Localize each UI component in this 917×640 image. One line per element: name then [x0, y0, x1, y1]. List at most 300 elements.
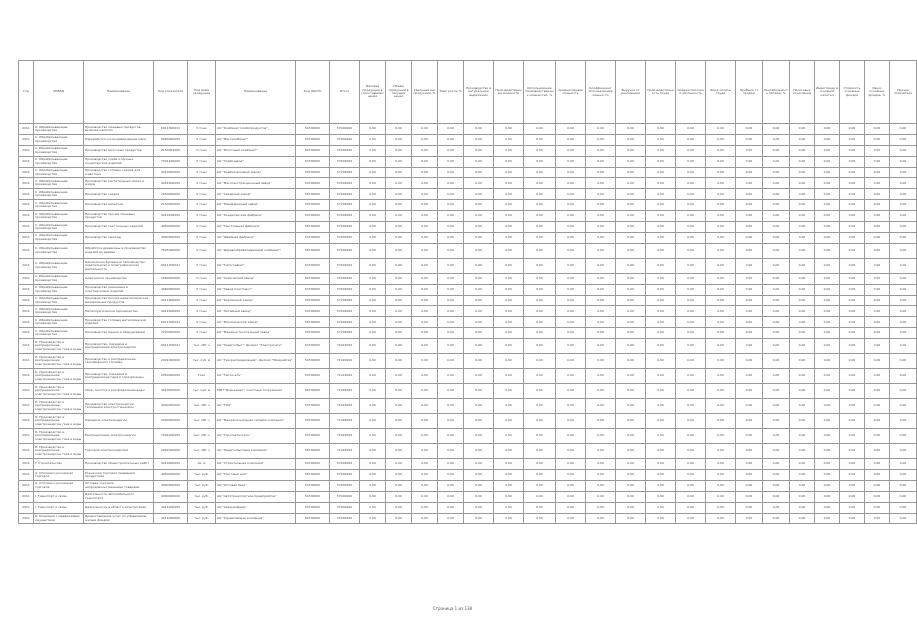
- table-cell: 0,00: [616, 369, 646, 384]
- table-cell: 0,00: [360, 444, 386, 459]
- table-cell: 2011: [19, 134, 34, 145]
- table-cell: 0,00: [840, 339, 865, 354]
- table-cell: 0,00: [464, 232, 494, 243]
- table-cell: 0,00: [646, 156, 676, 167]
- table-cell: 0,00: [556, 513, 586, 524]
- table-cell: 0,00: [438, 273, 464, 284]
- table-cell: 0,00: [736, 167, 763, 178]
- table-cell: 2002000000: [154, 444, 188, 459]
- table-cell: 0,00: [360, 284, 386, 295]
- table-cell: 0,00: [865, 232, 890, 243]
- table-cell: 0,00: [556, 295, 586, 306]
- table-cell: 0,00: [676, 124, 706, 135]
- column-header: Наименование: [84, 61, 154, 124]
- table-cell: 0,00: [815, 306, 840, 317]
- table-cell: 0,00: [464, 459, 494, 470]
- table-cell: 0,00: [586, 444, 616, 459]
- table-cell: 0,00: [386, 200, 412, 211]
- table-cell: 0,00: [494, 502, 524, 513]
- table-cell: 0,00: [464, 339, 494, 354]
- table-cell: 0,00: [494, 339, 524, 354]
- table-cell: 0,00: [865, 513, 890, 524]
- table-cell: АО "Управляющая компания": [216, 513, 296, 524]
- table-cell: 0,00: [706, 124, 736, 135]
- table-cell: 0,00: [556, 384, 586, 399]
- table-cell: 0,00: [865, 273, 890, 284]
- table-cell: 57002000: [330, 178, 360, 189]
- table-cell: G. Оптовая и розничная торговля: [34, 470, 84, 481]
- table-cell: 0,00: [736, 232, 763, 243]
- table-cell: 0,00: [524, 384, 556, 399]
- table-cell: 0,00: [840, 167, 865, 178]
- table-cell: 0,00: [438, 167, 464, 178]
- table-cell: 0,00: [386, 513, 412, 524]
- table-cell: АО "Типография": [216, 258, 296, 273]
- table-cell: 0,00: [676, 399, 706, 414]
- table-cell: 0,00: [736, 444, 763, 459]
- table-cell: Производство машин и оборудования: [84, 328, 154, 339]
- table-cell: 54700000: [296, 178, 330, 189]
- table-cell: 0,00: [763, 306, 790, 317]
- table-cell: 0,00: [616, 502, 646, 513]
- table-cell: 0,00: [865, 124, 890, 135]
- table-cell: 0,00: [524, 189, 556, 200]
- table-cell: 0,00: [736, 328, 763, 339]
- table-cell: 0,00: [865, 211, 890, 222]
- table-cell: МУП "Водоканал"; очистные сооружения: [216, 384, 296, 399]
- table-cell: 0,00: [438, 513, 464, 524]
- table-cell: 0,00: [360, 414, 386, 429]
- table-cell: 0,00: [464, 295, 494, 306]
- table-cell: 2011: [19, 124, 34, 135]
- table-cell: 57002000: [330, 328, 360, 339]
- table-cell: 0,00: [736, 399, 763, 414]
- table-cell: 0,00: [616, 134, 646, 145]
- table-cell: 4051000000: [154, 178, 188, 189]
- table-cell: 2011: [19, 243, 34, 258]
- table-cell: С. Обрабатывающие производства: [34, 306, 84, 317]
- table-cell: 0,00: [706, 156, 736, 167]
- table-cell: 0,00: [676, 222, 706, 233]
- table-cell: 0,00: [556, 444, 586, 459]
- table-cell: I. Транспорт и связь: [34, 491, 84, 502]
- table-cell: 0,00: [676, 317, 706, 328]
- table-cell: 0,00: [386, 284, 412, 295]
- table-cell: 0,00: [412, 222, 438, 233]
- table-cell: 0,00: [706, 384, 736, 399]
- table-cell: 0,00: [586, 232, 616, 243]
- table-cell: 0,00: [676, 491, 706, 502]
- table-cell: 0,00: [556, 399, 586, 414]
- table-cell: 0,00: [840, 306, 865, 317]
- table-cell: 54700000: [296, 444, 330, 459]
- table-cell: 0,00: [386, 145, 412, 156]
- table-cell: 54700000: [296, 273, 330, 284]
- table-cell: 57002000: [330, 232, 360, 243]
- table-cell: тыс. руб.: [188, 470, 216, 481]
- table-cell: 0,00: [556, 156, 586, 167]
- table-cell: АО "Оптовая база": [216, 480, 296, 491]
- table-cell: 0,00: [438, 232, 464, 243]
- table-cell: 0,00: [815, 145, 840, 156]
- table-cell: 0,00: [524, 444, 556, 459]
- table-cell: 0,00: [646, 200, 676, 211]
- table-cell: 0,00: [865, 369, 890, 384]
- table-cell: 0,00: [494, 211, 524, 222]
- table-cell: 0,00: [646, 444, 676, 459]
- table-cell: 0,00: [865, 429, 890, 444]
- table-cell: 0,00: [706, 232, 736, 243]
- table-cell: 2011: [19, 459, 34, 470]
- table-cell: 0,00: [736, 354, 763, 369]
- table-cell: 0,00: [360, 211, 386, 222]
- table-cell: 0,00: [386, 243, 412, 258]
- table-cell: 0,00: [815, 459, 840, 470]
- table-cell: 0,00: [736, 317, 763, 328]
- table-cell: 0,00: [736, 513, 763, 524]
- table-cell: 0,00: [646, 414, 676, 429]
- table-cell: 0,00: [360, 459, 386, 470]
- table-cell: 0,00: [815, 189, 840, 200]
- table-cell: 57002000: [330, 480, 360, 491]
- table-cell: 0,00: [763, 513, 790, 524]
- table-cell: 0,00: [464, 211, 494, 222]
- table-cell: 0,00: [815, 502, 840, 513]
- table-cell: С. Обрабатывающие производства: [34, 124, 84, 135]
- table-cell: 0,00: [736, 384, 763, 399]
- table-cell: 0,00: [676, 284, 706, 295]
- table-cell: АО "Связьинформ": [216, 502, 296, 513]
- table-row: [19, 306, 917, 317]
- column-header: Среднесписочная численность: [676, 61, 706, 124]
- table-cell: 0,00: [763, 232, 790, 243]
- table-cell: АО "Кондитерская фабрика": [216, 211, 296, 222]
- table-cell: 0,00: [494, 369, 524, 384]
- table-cell: 0,00: [646, 306, 676, 317]
- table-cell: 0,00: [790, 167, 815, 178]
- table-cell: 0,00: [646, 243, 676, 258]
- table-cell: 2150000000: [154, 200, 188, 211]
- table-cell: 0,00: [865, 354, 890, 369]
- table-cell: 0,00: [556, 258, 586, 273]
- table-cell: 0,00: [706, 145, 736, 156]
- table-cell: 0,00: [438, 491, 464, 502]
- table-cell: 0,00: [840, 369, 865, 384]
- table-cell: 54700000: [296, 399, 330, 414]
- table-cell: 0,00: [524, 459, 556, 470]
- table-cell: 0,00: [616, 328, 646, 339]
- table-cell: 2011: [19, 317, 34, 328]
- table-cell: АО "Деревообрабатывающий комбинат": [216, 243, 296, 258]
- table-cell: 0,00: [586, 339, 616, 354]
- table-cell: Предоставление услуг по управлению жилым фондом: [84, 513, 154, 524]
- table-cell: 57002000: [330, 211, 360, 222]
- table-cell: 0,00: [646, 232, 676, 243]
- table-row: [19, 480, 917, 491]
- table-cell: тыс. руб.: [188, 502, 216, 513]
- page-footer: Страница 1 из 138: [432, 606, 473, 611]
- table-cell: 0,00: [412, 232, 438, 243]
- table-cell: 0,00: [815, 354, 840, 369]
- table-cell: 57002000: [330, 513, 360, 524]
- table-cell: 57002000: [330, 470, 360, 481]
- table-cell: 0,00: [464, 369, 494, 384]
- table-cell: 0,00: [586, 156, 616, 167]
- table-cell: 0,00: [360, 222, 386, 233]
- table-cell: 0,00: [586, 306, 616, 317]
- table-cell: 0,00: [815, 429, 840, 444]
- table-cell: 0,00: [494, 354, 524, 369]
- table-cell: 0,00: [815, 399, 840, 414]
- table-cell: 0,00: [524, 306, 556, 317]
- table-cell: 2011: [19, 167, 34, 178]
- table-cell: 0,00: [386, 178, 412, 189]
- column-header: Фонд оплаты труда: [706, 61, 736, 124]
- table-cell: 0,00: [360, 295, 386, 306]
- table-cell: 0,00: [865, 480, 890, 491]
- table-cell: С. Обрабатывающие производства: [34, 156, 84, 167]
- column-header: Объём продукции в текущих ценах: [386, 61, 412, 124]
- table-cell: 0,00: [556, 232, 586, 243]
- table-row: [19, 211, 917, 222]
- table-cell: Металлургическое производство: [84, 306, 154, 317]
- table-cell: 0,00: [706, 513, 736, 524]
- table-cell: 0,00: [840, 502, 865, 513]
- table-cell: 4050000000: [154, 470, 188, 481]
- table-cell: 0,00: [763, 211, 790, 222]
- table-cell: 7005000000: [154, 243, 188, 258]
- table-cell: 0,00: [840, 189, 865, 200]
- table-cell: 2011: [19, 273, 34, 284]
- table-cell: 57002000: [330, 243, 360, 258]
- table-cell: 0,00: [763, 399, 790, 414]
- table-cell: 0,00: [865, 459, 890, 470]
- table-cell: 0,00: [706, 211, 736, 222]
- table-cell: 2011: [19, 502, 34, 513]
- table-cell: У тонн: [188, 317, 216, 328]
- table-row: [19, 232, 917, 243]
- table-cell: 0,00: [556, 354, 586, 369]
- table-cell: У тонн: [188, 273, 216, 284]
- table-cell: 0,00: [524, 295, 556, 306]
- table-cell: 0,00: [790, 317, 815, 328]
- table-cell: АО "Машиностроительный завод": [216, 328, 296, 339]
- table-cell: 0,00: [646, 222, 676, 233]
- table-cell: 0,00: [736, 243, 763, 258]
- table-row: [19, 369, 917, 384]
- table-cell: 0,00: [464, 429, 494, 444]
- table-cell: АО "Торговый дом": [216, 470, 296, 481]
- table-cell: 0,00: [706, 178, 736, 189]
- table-cell: 0,00: [706, 459, 736, 470]
- table-cell: 0,00: [736, 369, 763, 384]
- table-cell: 0,00: [524, 414, 556, 429]
- table-cell: У тонн: [188, 222, 216, 233]
- table-cell: 0,00: [676, 414, 706, 429]
- table-cell: 0,00: [616, 178, 646, 189]
- table-cell: 54700000: [296, 124, 330, 135]
- table-cell: 0,00: [494, 328, 524, 339]
- table-cell: 0,00: [586, 284, 616, 295]
- table-cell: 0,00: [865, 284, 890, 295]
- table-cell: 0,00: [890, 399, 917, 414]
- table-cell: 0,00: [438, 480, 464, 491]
- table-cell: 0,00: [438, 459, 464, 470]
- table-cell: 0,00: [360, 470, 386, 481]
- table-cell: 71022000: [330, 354, 360, 369]
- table-cell: 54700000: [296, 502, 330, 513]
- table-cell: 0,00: [790, 243, 815, 258]
- table-cell: 0,00: [815, 328, 840, 339]
- table-cell: 54700000: [296, 189, 330, 200]
- table-cell: 0,00: [586, 295, 616, 306]
- table-cell: 0,00: [438, 470, 464, 481]
- table-cell: 54700000: [296, 339, 330, 354]
- table-cell: тыс. кВт·ч: [188, 339, 216, 354]
- table-cell: 0,00: [815, 222, 840, 233]
- table-cell: С. Обрабатывающие производства: [34, 145, 84, 156]
- table-cell: 54700000: [296, 284, 330, 295]
- table-cell: 0,00: [556, 339, 586, 354]
- table-cell: 4000000000: [154, 399, 188, 414]
- table-cell: 2060000000: [154, 273, 188, 284]
- table-cell: 0,00: [360, 145, 386, 156]
- table-cell: 0,00: [676, 200, 706, 211]
- table-cell: 0,00: [386, 444, 412, 459]
- table-cell: 0,00: [494, 491, 524, 502]
- table-cell: 0,00: [438, 200, 464, 211]
- table-cell: 0,00: [412, 339, 438, 354]
- table-cell: 0,00: [676, 480, 706, 491]
- table-cell: 0,00: [464, 470, 494, 481]
- table-cell: С. Обрабатывающие производства: [34, 189, 84, 200]
- table-cell: 0,00: [890, 414, 917, 429]
- table-cell: G. Оптовая и розничная торговля: [34, 480, 84, 491]
- table-cell: 4012000000: [154, 306, 188, 317]
- table-cell: 0,00: [763, 491, 790, 502]
- table-cell: 0,00: [616, 189, 646, 200]
- table-cell: 0,00: [494, 178, 524, 189]
- table-cell: 0,00: [586, 399, 616, 414]
- table-cell: 0,00: [386, 222, 412, 233]
- table-cell: 0,00: [524, 222, 556, 233]
- table-cell: 0,00: [360, 200, 386, 211]
- table-cell: 0,00: [438, 178, 464, 189]
- table-cell: С. Обрабатывающие производства: [34, 284, 84, 295]
- table-cell: 2050000000: [154, 369, 188, 384]
- table-cell: 0,00: [586, 124, 616, 135]
- table-cell: У тонн: [188, 156, 216, 167]
- table-cell: 0,00: [524, 502, 556, 513]
- table-cell: 0,00: [464, 273, 494, 284]
- table-cell: тыс. куб. м: [188, 354, 216, 369]
- table-cell: 0,00: [790, 145, 815, 156]
- table-cell: Целлюлозно-бумажное производство; издательская и полиграфическая деятельность: [84, 258, 154, 273]
- table-cell: 0,00: [890, 369, 917, 384]
- table-cell: 0,00: [386, 134, 412, 145]
- table-cell: 0,00: [494, 167, 524, 178]
- table-cell: 0,00: [890, 513, 917, 524]
- table-cell: 71022000: [330, 339, 360, 354]
- table-cell: 2000000000: [154, 414, 188, 429]
- table-cell: 0,00: [676, 189, 706, 200]
- column-header: Код вида продукции: [188, 61, 216, 124]
- table-cell: 0,00: [556, 124, 586, 135]
- table-cell: 0,00: [464, 480, 494, 491]
- column-header: ОКВЭД: [34, 61, 84, 124]
- table-cell: 0,00: [840, 491, 865, 502]
- table-cell: 71022000: [330, 444, 360, 459]
- table-cell: 0,00: [464, 258, 494, 273]
- table-cell: 0,00: [616, 258, 646, 273]
- table-cell: 0,00: [412, 444, 438, 459]
- table-cell: 0,00: [646, 399, 676, 414]
- table-cell: Производство текстильных изделий: [84, 222, 154, 233]
- table-cell: 0,00: [556, 145, 586, 156]
- table-cell: 0,00: [438, 306, 464, 317]
- table-cell: 0,00: [763, 480, 790, 491]
- table-cell: 0,00: [360, 156, 386, 167]
- table-cell: 0,00: [556, 284, 586, 295]
- table-cell: 0,00: [676, 134, 706, 145]
- table-cell: 2011: [19, 189, 34, 200]
- table-cell: 0,00: [360, 480, 386, 491]
- table-cell: 0,00: [790, 306, 815, 317]
- table-cell: 0,00: [360, 513, 386, 524]
- table-cell: 0,00: [616, 444, 646, 459]
- table-cell: С. Обрабатывающие производства: [34, 273, 84, 284]
- table-cell: 0,00: [790, 222, 815, 233]
- table-cell: 0,00: [360, 317, 386, 328]
- table-cell: 2050000000: [154, 189, 188, 200]
- table-cell: 0,00: [763, 328, 790, 339]
- table-cell: 0,00: [706, 429, 736, 444]
- table-cell: 2011: [19, 444, 34, 459]
- table-cell: АО "Хлебозавод": [216, 156, 296, 167]
- table-cell: 0,00: [360, 369, 386, 384]
- table-cell: тыс. руб.: [188, 513, 216, 524]
- table-cell: 0,00: [840, 414, 865, 429]
- table-cell: 0,00: [706, 369, 736, 384]
- table-cell: 2011: [19, 491, 34, 502]
- table-cell: 0,00: [890, 134, 917, 145]
- table-cell: 0,00: [736, 222, 763, 233]
- table-cell: 0,00: [616, 273, 646, 284]
- table-cell: У тонн: [188, 295, 216, 306]
- table-cell: 0,00: [646, 189, 676, 200]
- table-cell: 0,00: [360, 258, 386, 273]
- table-cell: Производство и распределение газообразного топлива: [84, 354, 154, 369]
- table-cell: 0,00: [890, 339, 917, 354]
- table-cell: 2011: [19, 429, 34, 444]
- table-cell: 0,00: [494, 200, 524, 211]
- table-cell: 0,00: [438, 384, 464, 399]
- table-cell: 0,00: [360, 328, 386, 339]
- table-cell: 0,00: [890, 145, 917, 156]
- table-cell: 0,00: [736, 258, 763, 273]
- table-cell: 0,00: [524, 200, 556, 211]
- table-cell: 0,00: [706, 200, 736, 211]
- table-cell: 71022000: [330, 399, 360, 414]
- table-cell: 0,00: [524, 167, 556, 178]
- table-cell: 0,00: [790, 480, 815, 491]
- table-cell: 0,00: [890, 470, 917, 481]
- table-cell: 0,00: [815, 339, 840, 354]
- table-cell: 0,00: [464, 414, 494, 429]
- table-cell: 0,00: [646, 470, 676, 481]
- table-cell: 4012000000: [154, 513, 188, 524]
- column-header: Производство в натуральном выражении: [464, 61, 494, 124]
